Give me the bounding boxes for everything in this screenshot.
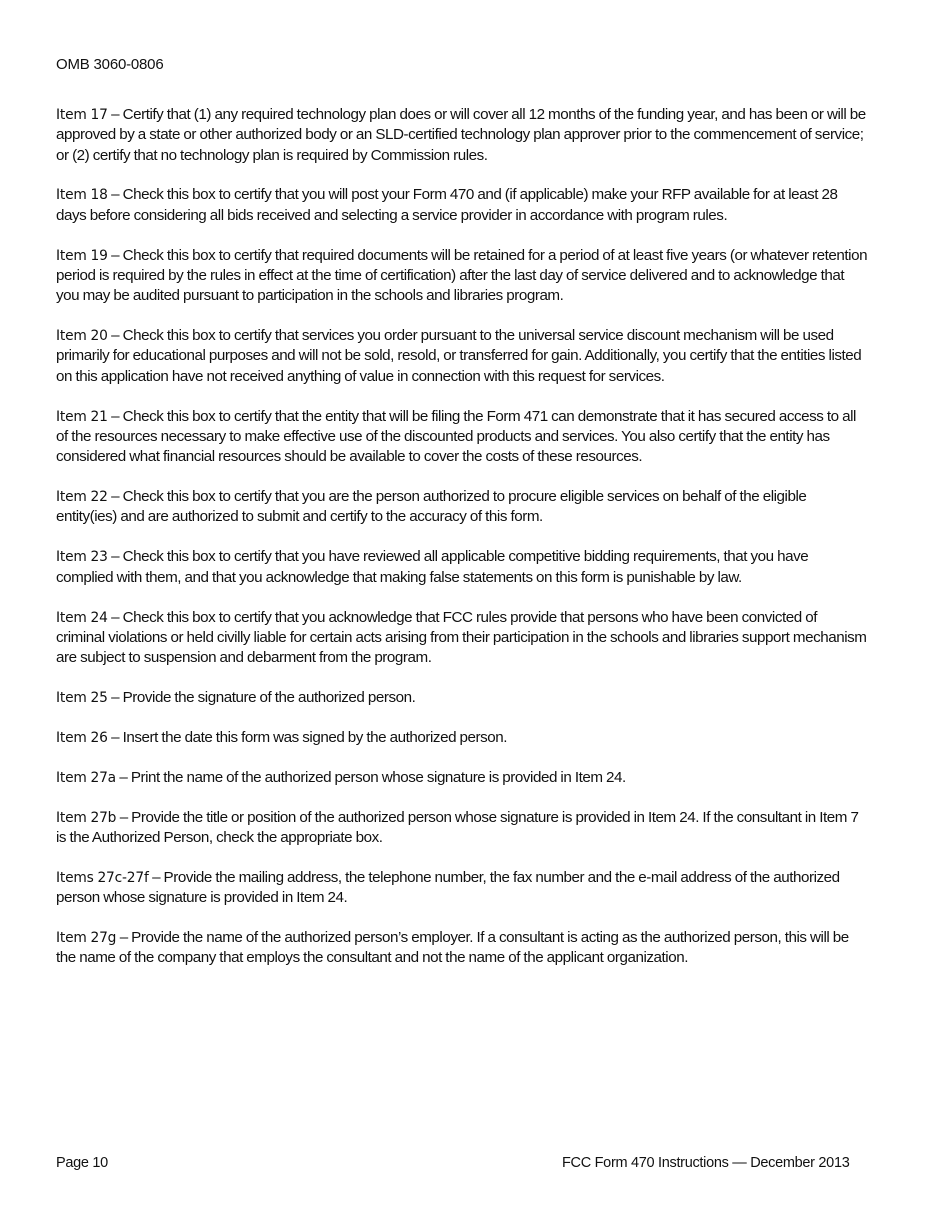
item-text: – Check this box to certify that you are the person authorized to procure eligible services on behalf of the eligible entity(ies) and are authorized to submit and certify to the accuracy of this form. bbox=[56, 488, 807, 526]
item-text: – Check this box to certify that required documents will be retained for a period of at least five years (or whatever retention period is required by the rules in effect at the time of certification) after the last day of service delivered and to acknowledge that you may be audited pursuant to participation in the schools and libraries program. bbox=[56, 246, 868, 305]
page-number: Page 10 bbox=[56, 1155, 108, 1171]
item-label: Item 26 bbox=[56, 729, 108, 746]
item-text: – Check this box to certify that services you order pursuant to the universal service discount mechanism will be used primarily for educational purposes and will not be sold, resold, or transferred for gain. Additionally, you certify that the entities listed on this application have not received anything of value in connection with this request for services. bbox=[56, 327, 862, 385]
item-label: Item 24 bbox=[56, 609, 108, 626]
item-text: – Provide the signature of the authorized person. bbox=[107, 688, 416, 706]
instruction-item-24 bbox=[56, 608, 868, 669]
instruction-item-20 bbox=[56, 326, 868, 387]
item-text: – Insert the date this form was signed by the authorized person. bbox=[107, 728, 508, 746]
item-text: – Check this box to certify that you acknowledge that FCC rules provide that persons who have been convicted of criminal violations or held civilly liable for certain acts arising from their participation in the schools and libraries support mechanism are subject to suspension and debarment from the program. bbox=[56, 608, 867, 667]
item-label: Item 27a bbox=[56, 769, 116, 786]
instruction-item-25 bbox=[56, 688, 868, 708]
item-text: – Check this box to certify that the entity that will be filing the Form 471 can demonstrate that it has secured access to all of the resources necessary to make effective use of the discounted products and services. You also certify that the entity has considered what financial resources should be available to cover the costs of these resources. bbox=[56, 407, 856, 466]
item-text: – Provide the title or position of the authorized person whose signature is provided in Item 24. If the consultant in Item 7 is the Authorized Person, check the appropriate box. bbox=[56, 808, 859, 846]
item-label: Item 27g bbox=[56, 930, 117, 947]
item-label: Item 22 bbox=[56, 489, 108, 506]
instruction-item-18 bbox=[56, 185, 868, 226]
item-label: Item 17 bbox=[56, 107, 108, 123]
item-text: – Certify that (1) any required technology plan does or will cover all 12 months of the funding year, and has been or will be approved by a state or other authorized body or an SLD-certified technology plan approver prior to the commencement of service; or (2) certify that no technology plan is required by Commission rules. bbox=[56, 106, 866, 164]
item-label: Item 25 bbox=[56, 689, 108, 706]
item-label: Item 20 bbox=[56, 328, 108, 345]
item-text: – Print the name of the authorized person whose signature is provided in Item 24. bbox=[115, 768, 626, 786]
item-label: Item 19 bbox=[56, 247, 108, 264]
instruction-item-23 bbox=[56, 547, 868, 588]
item-label: Item 21 bbox=[56, 408, 108, 425]
item-text: – Check this box to certify that you will post your Form 470 and (if applicable) make your RFP available for at least 28 days before considering all bids received and selecting a service provider in accordance with program rules. bbox=[56, 186, 838, 224]
item-label: Item 23 bbox=[56, 549, 108, 566]
footer-title: FCC Form 470 Instructions — December 2013 bbox=[562, 1155, 850, 1171]
item-text: – Check this box to certify that you have reviewed all applicable competitive bidding requirements, that you have complied with them, and that you acknowledge that making false statements on this form is punishable by law. bbox=[56, 548, 809, 586]
instruction-item-27a bbox=[56, 768, 868, 788]
instruction-item-21 bbox=[56, 407, 868, 468]
instruction-item-22 bbox=[56, 487, 868, 528]
instruction-item-26 bbox=[56, 728, 868, 748]
instruction-item-27b bbox=[56, 808, 868, 849]
instruction-item-17 bbox=[56, 105, 868, 166]
instruction-items-27c-27f bbox=[56, 868, 868, 909]
item-text: – Provide the name of the authorized person’s employer. If a consultant is acting as the authorized person, this will be the name of the company that employs the consultant and not the name of the applicant organization. bbox=[56, 929, 849, 967]
item-text: – Provide the mailing address, the telephone number, the fax number and the e-mail address of the authorized person whose signature is provided in Item 24. bbox=[56, 868, 840, 907]
instruction-item-27g bbox=[56, 928, 868, 969]
instructions-body bbox=[56, 105, 868, 988]
instruction-item-19 bbox=[56, 246, 868, 307]
item-label: Items 27c-27f bbox=[56, 869, 149, 886]
omb-number: OMB 3060-0806 bbox=[56, 56, 164, 73]
item-label: Item 18 bbox=[56, 187, 108, 204]
item-label: Item 27b bbox=[56, 809, 117, 826]
